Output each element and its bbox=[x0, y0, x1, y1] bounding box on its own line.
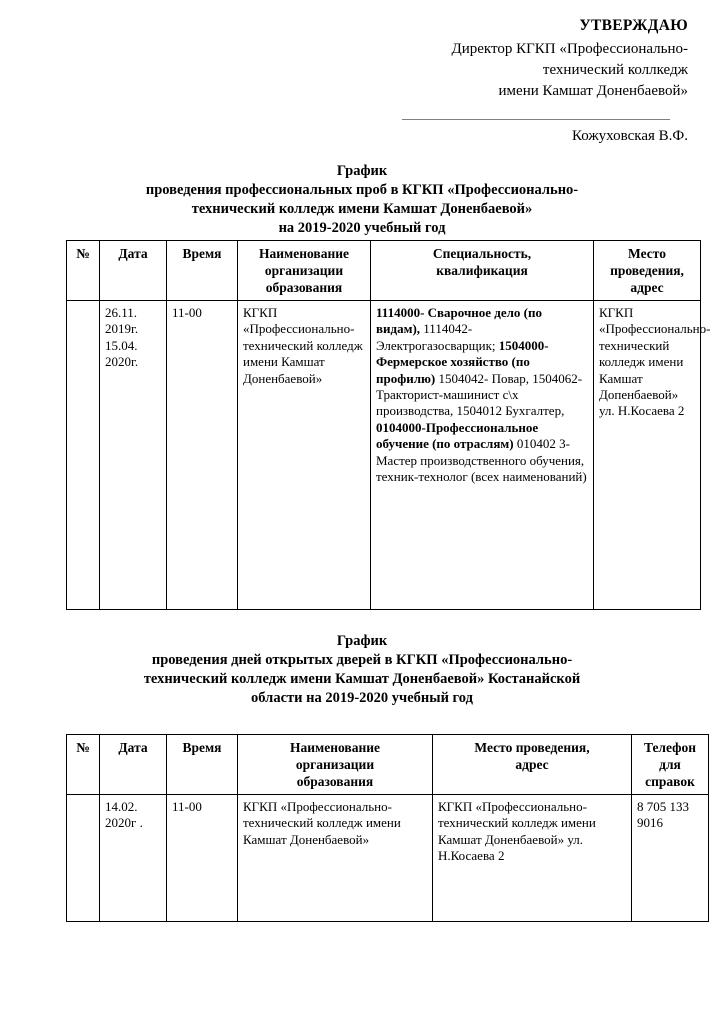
col-header-time: Время bbox=[167, 241, 238, 301]
col-header-date: Дата bbox=[100, 735, 167, 795]
col-header-place-line-3: адрес bbox=[630, 280, 664, 295]
signatory-name: Кожуховская В.Ф. bbox=[571, 128, 688, 144]
col-header-phone-line-3: справок bbox=[645, 774, 695, 789]
specialty-run-1: 1114000- Сварочное дело (по видам), bbox=[376, 305, 542, 337]
cell-time: 11-00 bbox=[167, 301, 238, 610]
col-header-time: Время bbox=[167, 735, 238, 795]
col-header-organization-line-1: Наименование bbox=[259, 246, 349, 261]
schedule-2-heading-line-4: области на 2019-2020 учебный год bbox=[251, 690, 473, 706]
schedule-2-heading-line-2: проведения дней открытых дверей в КГКП «Профессионально- bbox=[151, 652, 573, 668]
schedule-1-heading-line-1: График bbox=[336, 163, 388, 179]
col-header-specialty-line-1: Специальность, bbox=[432, 246, 532, 261]
approval-line-3: имени Камшат Доненбаевой» bbox=[498, 83, 688, 99]
open-days-table bbox=[66, 734, 709, 922]
table-row bbox=[67, 241, 701, 301]
schedule-2-heading-line-1: График bbox=[336, 633, 388, 649]
cell-place: КГКП «Профессионально-технический колледж имени Камшат Допенбаевой» ул. Н.Косаева 2 bbox=[594, 301, 701, 610]
col-header-specialty bbox=[371, 241, 594, 301]
col-header-organization-line-3: образования bbox=[296, 774, 374, 789]
col-header-place bbox=[594, 241, 701, 301]
table-1-header bbox=[67, 241, 701, 301]
cell-date: 26.11. 2019г. 15.04. 2020г. bbox=[100, 301, 167, 610]
col-header-specialty-line-2: квалификация bbox=[436, 263, 528, 278]
specialty-run-6: 010402 3-Мастер производственного обучения, техник-технолог (всех наименований) bbox=[376, 436, 587, 485]
col-header-phone-line-1: Телефон bbox=[643, 740, 697, 755]
cell-number bbox=[67, 301, 100, 610]
col-header-organization bbox=[238, 241, 371, 301]
specialty-run-5: 0104000-Профессиональное обучение (по отраслям) bbox=[376, 419, 539, 452]
cell-phone: 8 705 133 9016 bbox=[632, 795, 709, 922]
col-header-organization-line-1: Наименование bbox=[290, 740, 380, 755]
schedule-2-heading bbox=[62, 632, 662, 708]
approval-line-2: технический коллкедж bbox=[542, 62, 688, 78]
col-header-date: Дата bbox=[100, 241, 167, 301]
col-header-place-line-1: Место проведения, bbox=[474, 740, 590, 755]
approval-line-1: Директор КГКП «Профессионально- bbox=[451, 41, 688, 57]
approval-title: УТВЕРЖДАЮ bbox=[579, 17, 688, 34]
col-header-phone-line-2: для bbox=[659, 757, 681, 772]
cell-organization: КГКП «Профессионально-технический колледж имени Камшат Доненбаевой» bbox=[238, 795, 433, 922]
cell-specialty-text bbox=[376, 305, 587, 484]
cell-organization: КГКП «Профессионально-технический колледж имени Камшат Доненбаевой» bbox=[238, 301, 371, 610]
approval-block bbox=[398, 16, 688, 102]
table-row bbox=[67, 795, 709, 922]
table-2-header bbox=[67, 735, 709, 795]
col-header-place-line-2: адрес bbox=[515, 757, 549, 772]
cell-place: КГКП «Профессионально-технический колледж имени Камшат Доненбаевой» ул. Н.Косаева 2 bbox=[433, 795, 632, 922]
col-header-place-line-2: проведения, bbox=[610, 263, 684, 278]
cell-specialty bbox=[371, 301, 594, 610]
schedule-1-heading-line-4: на 2019-2020 учебный год bbox=[278, 220, 446, 236]
schedule-1-heading bbox=[62, 162, 662, 238]
col-header-number: № bbox=[67, 241, 100, 301]
specialty-run-2: 1114042-Электрогазосварщик; bbox=[376, 321, 499, 353]
table-row bbox=[67, 301, 701, 610]
schedule-1-heading-line-3: технический колледж имени Камшат Доненбаевой» bbox=[191, 201, 533, 217]
col-header-organization-line-3: образования bbox=[265, 280, 343, 295]
col-header-number: № bbox=[67, 735, 100, 795]
table-row bbox=[67, 735, 709, 795]
cell-date: 14.02. 2020г . bbox=[100, 795, 167, 922]
col-header-place bbox=[433, 735, 632, 795]
specialty-run-3: 1504000-Фермерское хозяйство (по профилю) bbox=[376, 337, 549, 386]
col-header-organization bbox=[238, 735, 433, 795]
table-1-body bbox=[67, 301, 711, 610]
col-header-phone bbox=[632, 735, 709, 795]
signature-rule bbox=[402, 119, 670, 120]
table-2-body bbox=[67, 795, 709, 922]
col-header-organization-line-2: организации bbox=[264, 263, 344, 278]
col-header-organization-line-2: организации bbox=[295, 757, 375, 772]
col-header-place-line-1: Место bbox=[628, 246, 666, 261]
cell-number bbox=[67, 795, 100, 922]
schedule-2-heading-line-3: технический колледж имени Камшат Доненбаевой» Костанайской bbox=[143, 671, 581, 687]
cell-time: 11-00 bbox=[167, 795, 238, 922]
schedule-1-heading-line-2: проведения профессиональных проб в КГКП «Профессионально- bbox=[145, 182, 579, 198]
professional-trials-table bbox=[66, 240, 711, 610]
specialty-run-4: 1504042- Повар, 1504062-Тракторист-машинист с\х производства, 1504012 Бухгалтер, bbox=[376, 370, 583, 419]
